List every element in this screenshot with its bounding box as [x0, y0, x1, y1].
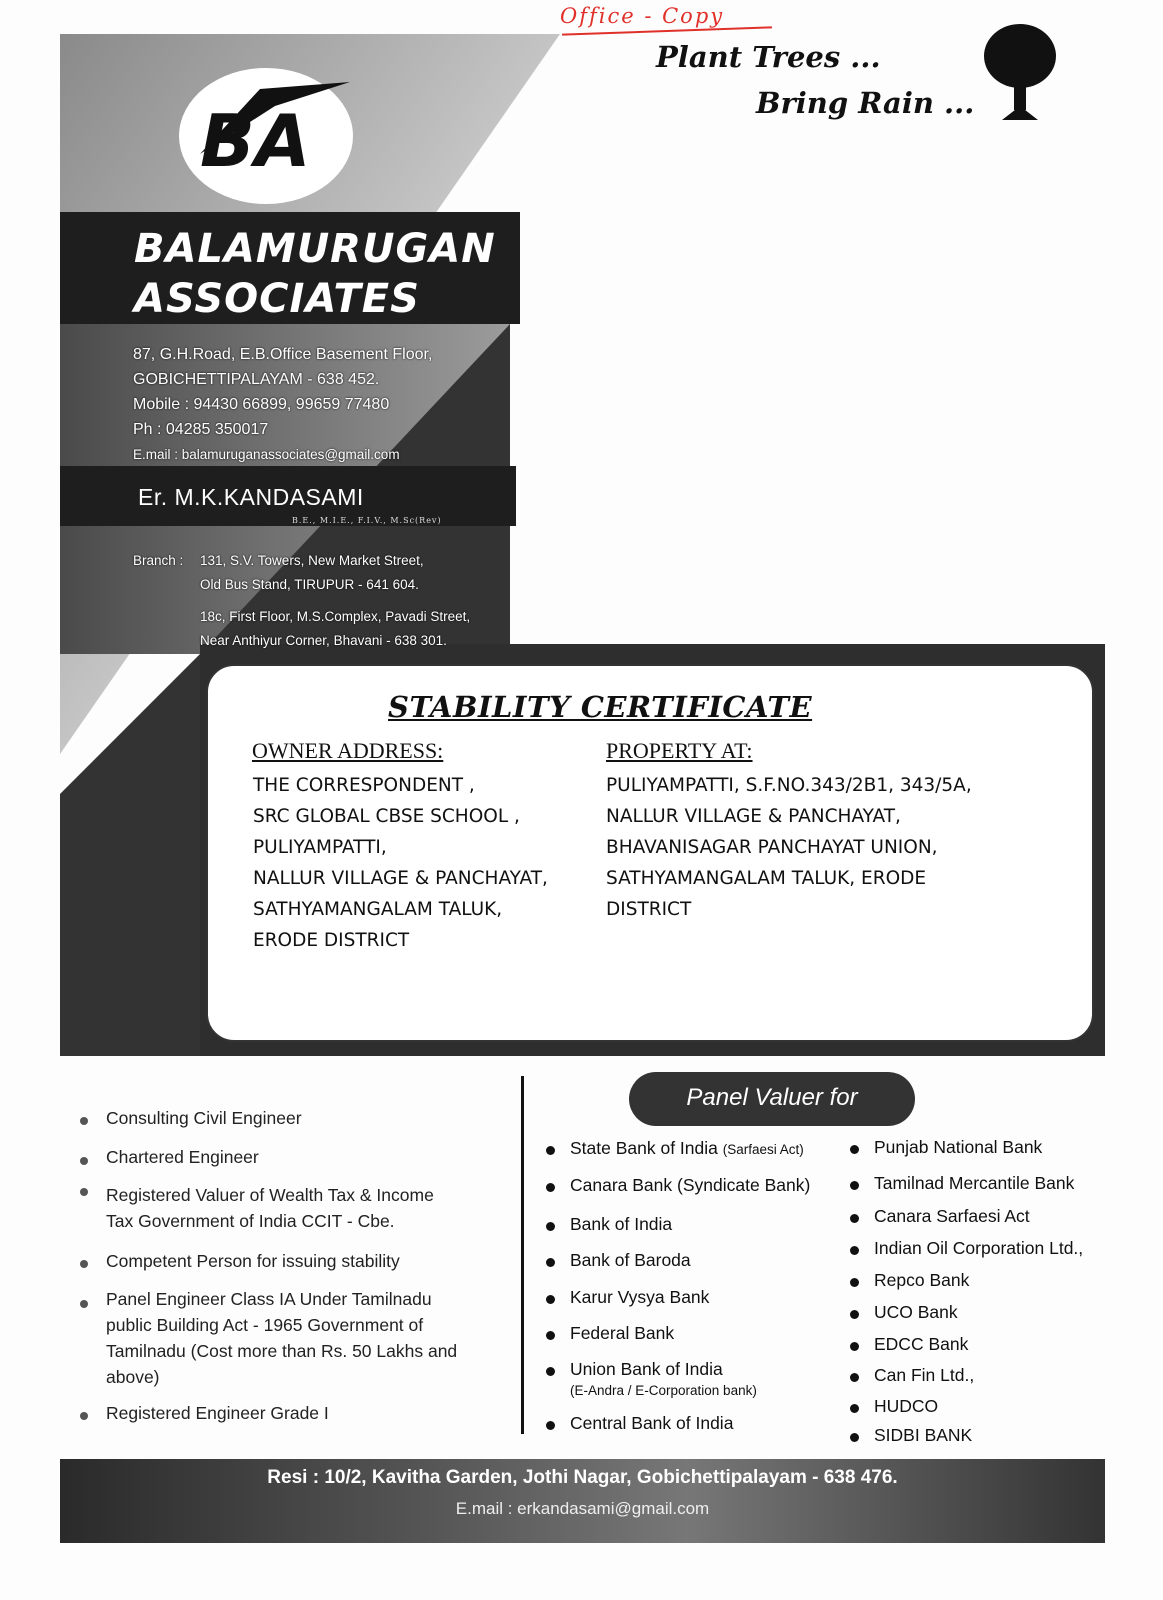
- slogan-line-1: Plant Trees ...: [656, 40, 881, 74]
- bank-item: Union Bank of India: [570, 1359, 723, 1379]
- branch-label: Branch :: [133, 553, 184, 568]
- bullet-icon: [850, 1214, 859, 1223]
- owner-address-line: SRC GLOBAL CBSE SCHOOL ,: [253, 806, 520, 827]
- bullet-icon: [850, 1145, 859, 1154]
- bank-item: Punjab National Bank: [874, 1137, 1043, 1157]
- address-line-2: GOBICHETTIPALAYAM - 638 452.: [133, 371, 380, 388]
- logo-mark: BA: [200, 99, 311, 183]
- bullet-icon: [850, 1181, 859, 1190]
- bullet-icon: [546, 1258, 555, 1267]
- bank-item: Repco Bank: [874, 1270, 970, 1290]
- service-item: Registered Valuer of Wealth Tax & Income: [106, 1185, 434, 1205]
- bullet-icon: [80, 1300, 88, 1308]
- bullet-icon: [80, 1260, 88, 1268]
- bank-item: EDCC Bank: [874, 1334, 969, 1354]
- bullet-icon: [546, 1146, 555, 1155]
- bank-item: State Bank of India (Sarfaesi Act): [570, 1138, 804, 1158]
- certificate-title: STABILITY CERTIFICATE: [388, 690, 813, 724]
- bullet-icon: [850, 1278, 859, 1287]
- bank-item: Bank of India: [570, 1214, 673, 1234]
- owner-address-line: SATHYAMANGALAM TALUK,: [253, 899, 503, 920]
- bank-item: Central Bank of India: [570, 1413, 734, 1433]
- owner-address-line: ERODE DISTRICT: [253, 930, 410, 951]
- bank-item: Tamilnad Mercantile Bank: [874, 1173, 1075, 1193]
- branch-1-line-1: 131, S.V. Towers, New Market Street,: [200, 553, 424, 568]
- bank-item: Federal Bank: [570, 1323, 675, 1343]
- column-divider: [521, 1076, 524, 1434]
- bullet-icon: [850, 1373, 859, 1382]
- handwritten-annotation: Office - Copy: [560, 4, 725, 28]
- property-address-block: [606, 770, 972, 925]
- service-item-cont: Tax Government of India CCIT - Cbe.: [106, 1211, 395, 1231]
- property-address-line: NALLUR VILLAGE & PANCHAYAT,: [606, 806, 901, 827]
- bullet-icon: [850, 1310, 859, 1319]
- address-email: E.mail : balamuruganassociates@gmail.com: [133, 447, 400, 462]
- property-address-line: SATHYAMANGALAM TALUK, ERODE: [606, 868, 927, 889]
- bullet-icon: [80, 1412, 88, 1420]
- bullet-icon: [546, 1421, 555, 1430]
- property-address-line: DISTRICT: [606, 899, 692, 920]
- bullet-icon: [546, 1295, 555, 1304]
- branch-2-line-2: Near Anthiyur Corner, Bhavani - 638 301.: [200, 633, 447, 648]
- service-item-cont: above): [106, 1367, 160, 1387]
- bank-item: Canara Bank (Syndicate Bank): [570, 1175, 811, 1195]
- branch-1-line-2: Old Bus Stand, TIRUPUR - 641 604.: [200, 577, 419, 592]
- address-mobile: Mobile : 94430 66899, 99659 77480: [133, 396, 390, 413]
- firm-name-line-2: ASSOCIATES: [134, 276, 420, 322]
- bullet-icon: [850, 1342, 859, 1351]
- bank-item: Can Fin Ltd.,: [874, 1365, 975, 1385]
- bullet-icon: [546, 1367, 555, 1376]
- bank-item: HUDCO: [874, 1396, 939, 1416]
- bullet-icon: [80, 1188, 88, 1196]
- bullet-icon: [850, 1246, 859, 1255]
- service-item-cont: public Building Act - 1965 Government of: [106, 1315, 424, 1335]
- property-address-line: PULIYAMPATTI, S.F.NO.343/2B1, 343/5A,: [606, 775, 972, 796]
- tree-icon: [982, 22, 1058, 124]
- engineer-name: Er. M.K.KANDASAMI: [138, 484, 364, 510]
- bank-item-note: (E-Andra / E-Corporation bank): [570, 1383, 757, 1398]
- service-item: Panel Engineer Class IA Under Tamilnadu: [106, 1289, 432, 1309]
- owner-address-line: THE CORRESPONDENT ,: [253, 775, 475, 796]
- bullet-icon: [850, 1433, 859, 1442]
- bullet-icon: [546, 1222, 555, 1231]
- service-item-cont: Tamilnadu (Cost more than Rs. 50 Lakhs and: [106, 1341, 458, 1361]
- slogan-line-2: Bring Rain ...: [756, 86, 975, 120]
- service-item: Chartered Engineer: [106, 1147, 259, 1167]
- engineer-qualifications: B.E., M.I.E., F.I.V., M.Sc(Rev): [292, 516, 442, 525]
- service-item: Registered Engineer Grade I: [106, 1403, 329, 1423]
- bullet-icon: [80, 1117, 88, 1125]
- service-item: Competent Person for issuing stability: [106, 1251, 400, 1271]
- bullet-icon: [850, 1404, 859, 1413]
- branch-2-line-1: 18c, First Floor, M.S.Complex, Pavadi Street,: [200, 609, 471, 624]
- bullet-icon: [546, 1331, 555, 1340]
- bank-item: Karur Vysya Bank: [570, 1287, 710, 1307]
- owner-address-heading: OWNER ADDRESS:: [252, 738, 444, 763]
- bullet-icon: [546, 1183, 555, 1192]
- footer-residence-address: Resi : 10/2, Kavitha Garden, Jothi Nagar, Gobichettipalayam - 638 476.: [267, 1467, 898, 1488]
- bank-item: Canara Sarfaesi Act: [874, 1206, 1030, 1226]
- bank-item: Indian Oil Corporation Ltd.,: [874, 1238, 1084, 1258]
- firm-name-line-1: BALAMURUGAN: [134, 226, 496, 272]
- footer-email: E.mail : erkandasami@gmail.com: [455, 1499, 710, 1518]
- address-line-1: 87, G.H.Road, E.B.Office Basement Floor,: [133, 346, 433, 363]
- bank-item: SIDBI BANK: [874, 1425, 973, 1445]
- property-heading: PROPERTY AT:: [606, 738, 753, 763]
- owner-address-line: PULIYAMPATTI,: [253, 837, 387, 858]
- address-phone: Ph : 04285 350017: [133, 421, 269, 438]
- owner-address-line: NALLUR VILLAGE & PANCHAYAT,: [253, 868, 548, 889]
- bank-item: UCO Bank: [874, 1302, 958, 1322]
- service-item: Consulting Civil Engineer: [106, 1108, 302, 1128]
- owner-address-block: [253, 770, 548, 956]
- bullet-icon: [80, 1157, 88, 1165]
- property-address-line: BHAVANISAGAR PANCHAYAT UNION,: [606, 837, 938, 858]
- panel-valuer-title: Panel Valuer for: [686, 1084, 858, 1111]
- bank-item: Bank of Baroda: [570, 1250, 691, 1270]
